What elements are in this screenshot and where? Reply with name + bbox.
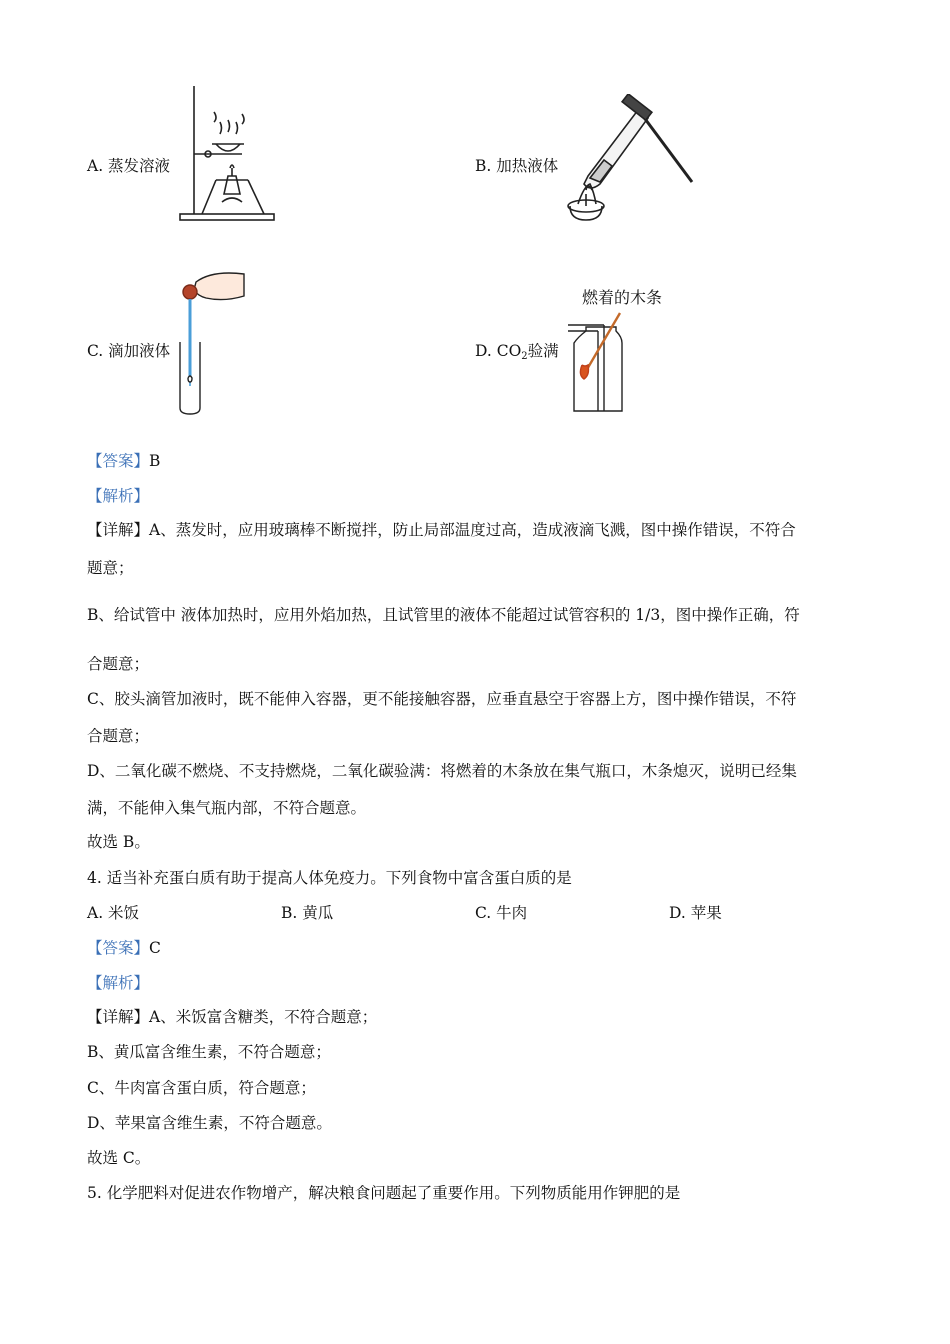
- q4-detail-line: B、黄瓜富含维生素，不符合题意；: [87, 1043, 331, 1061]
- figure-a-label: A. 蒸发溶液: [87, 157, 171, 175]
- q3-detail-line: 合题意；: [87, 727, 150, 745]
- q3-analysis-tag: 【解析】: [87, 487, 150, 505]
- q5-question: 5. 化学肥料对促进农作物增产，解决粮食问题起了重要作用。下列物质能用作钾肥的是: [87, 1184, 681, 1202]
- q4-detail-line: 【详解】A、米饭富含糖类，不符合题意；: [87, 1008, 378, 1026]
- q3-detail-line: C、胶头滴管加液时，既不能伸入容器，更不能接触容器，应垂直悬空于容器上方，图中操作错误，不符: [87, 690, 797, 708]
- q3-detail-line: 题意；: [87, 559, 134, 577]
- figure-b-label: B. 加热液体: [475, 157, 559, 175]
- q3-detail-line: 合题意；: [87, 655, 150, 673]
- q4-detail-line: D、苹果富含维生素，不符合题意。: [87, 1114, 332, 1132]
- q4-detail-line: C、牛肉富含蛋白质，符合题意；: [87, 1079, 316, 1097]
- q4-answer: 【答案】C: [87, 939, 161, 957]
- q4-option-c: C. 牛肉: [475, 904, 528, 922]
- q3-conclusion: 故选 B。: [87, 833, 150, 851]
- q4-conclusion: 故选 C。: [87, 1149, 151, 1167]
- q3-detail-line: B、给试管中 液体加热时，应用外焰加热，且试管里的液体不能超过试管容积的 1/3，图中操作正确，符: [87, 606, 800, 624]
- dropper-test-tube-icon: [172, 268, 252, 420]
- q4-option-b: B. 黄瓜: [281, 904, 334, 922]
- q3-answer: 【答案】B: [87, 452, 161, 470]
- q4-option-d: D. 苹果: [669, 904, 722, 922]
- q3-detail-line: 满，不能伸入集气瓶内部，不符合题意。: [87, 799, 367, 817]
- heating-test-tube-icon: [560, 94, 695, 226]
- q4-option-a: A. 米饭: [87, 904, 140, 922]
- q4-question: 4. 适当补充蛋白质有助于提高人体免疫力。下列食物中富含蛋白质的是: [87, 869, 572, 887]
- figure-c-label: C. 滴加液体: [87, 342, 171, 360]
- q4-analysis-tag: 【解析】: [87, 974, 150, 992]
- q3-detail-line: D、二氧化碳不燃烧、不支持燃烧，二氧化碳验满：将燃着的木条放在集气瓶口，木条熄灭，说明已经集: [87, 762, 797, 780]
- evaporation-apparatus-icon: [176, 82, 276, 224]
- gas-bottle-splint-icon: [560, 283, 685, 417]
- figure-d-label: D. $CO_2$验满: [475, 342, 559, 362]
- splint-caption: 燃着的木条: [582, 288, 663, 307]
- q3-detail-line: 【详解】A、蒸发时，应用玻璃棒不断搅拌，防止局部温度过高，造成液滴飞溅，图中操作错误，不符合: [87, 521, 796, 539]
